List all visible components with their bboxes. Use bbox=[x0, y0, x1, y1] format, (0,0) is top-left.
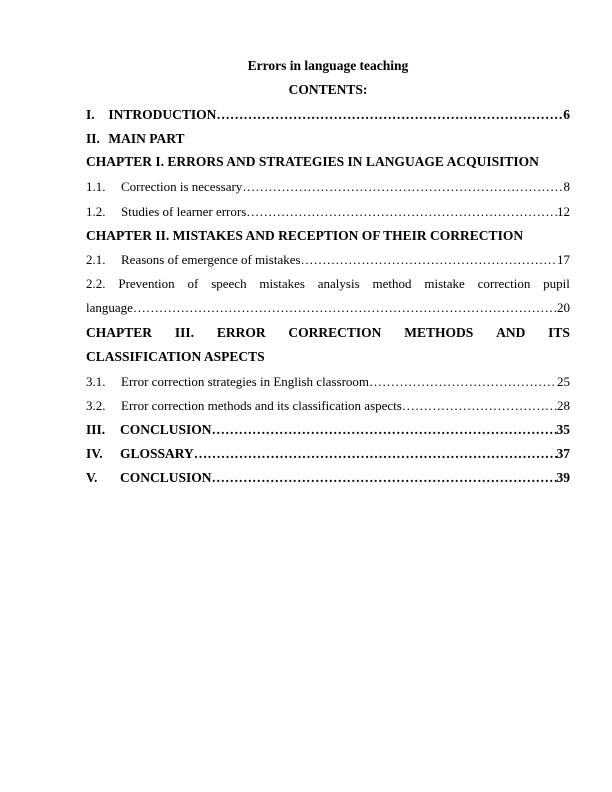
chapter-2-heading[interactable]: CHAPTER II. MISTAKES AND RECEPTION OF THEIR CORRECTION bbox=[86, 228, 524, 243]
toc-entry-label: I. INTRODUCTION bbox=[86, 107, 217, 122]
toc-entry-conclusion-iii[interactable]: III. CONCLUSION ………………………………………………………………………………………………………………………………………………………………………………………………………… 35 bbox=[86, 421, 570, 439]
leader-dots bbox=[133, 299, 557, 317]
contents-heading: CONTENTS: bbox=[288, 82, 368, 97]
toc-entry-3-2[interactable]: 3.2. Error correction methods and its classification aspects ………………………………………………………………………………………………………………………………………………………………………………………………………… 28 bbox=[86, 397, 570, 415]
toc-page-number: 25 bbox=[557, 374, 570, 389]
toc-page-number: 12 bbox=[557, 204, 570, 219]
leader-dots bbox=[212, 469, 557, 487]
leader-dots bbox=[301, 251, 557, 269]
leader-dots bbox=[194, 445, 557, 463]
toc-entry-1-1[interactable]: 1.1. Correction is necessary ………………………………………………………………………………………………………………………………………………………………………………………………………… 8 bbox=[86, 178, 570, 196]
leader-dots bbox=[246, 203, 557, 221]
toc-entry-2-2-line1[interactable]: 2.2. Prevention of speech mistakes analysis method mistake correction pupil bbox=[86, 276, 570, 291]
toc-page-number: 17 bbox=[557, 252, 570, 267]
toc-entry-main-part[interactable]: II. MAIN PART bbox=[86, 131, 185, 146]
toc-page-number: 6 bbox=[563, 107, 570, 122]
leader-dots bbox=[402, 397, 557, 415]
toc-entry-1-2[interactable]: 1.2. Studies of learner errors ………………………………………………………………………………………………………………………………………………………………………………………………………… 12 bbox=[86, 203, 570, 221]
leader-dots bbox=[369, 373, 557, 391]
toc-page-number: 8 bbox=[563, 179, 570, 194]
leader-dots bbox=[242, 178, 563, 196]
leader-dots bbox=[212, 421, 557, 439]
toc-entry-conclusion-v[interactable]: V. CONCLUSION ………………………………………………………………………………………………………………………………………………………………………………………………………… 39 bbox=[86, 469, 570, 487]
toc-page-number: 35 bbox=[556, 422, 570, 437]
document-title: Errors in language teaching bbox=[247, 58, 409, 73]
chapter-3-heading-line2[interactable]: CLASSIFICATION ASPECTS bbox=[86, 349, 265, 364]
chapter-1-heading[interactable]: CHAPTER I. ERRORS AND STRATEGIES IN LANGUAGE ACQUISITION bbox=[86, 154, 539, 169]
toc-entry-glossary[interactable]: IV. GLOSSARY ………………………………………………………………………………………………………………………………………………………………………………………………………… 37 bbox=[86, 445, 570, 463]
toc-page-number: 37 bbox=[556, 446, 570, 461]
toc-page-number: 39 bbox=[556, 470, 570, 485]
leader-dots bbox=[216, 106, 563, 124]
toc-entry-2-1[interactable]: 2.1. Reasons of emergence of mistakes ………………………………………………………………………………………………………………………………………………………………………………………………………… 17 bbox=[86, 251, 570, 269]
toc-page-number: 28 bbox=[557, 398, 570, 413]
chapter-3-heading-line1[interactable]: CHAPTER III. ERROR CORRECTION METHODS AND ITS bbox=[86, 325, 570, 340]
toc-entry-introduction[interactable] bbox=[86, 106, 570, 124]
toc-entry-2-2-line2[interactable]: language ………………………………………………………………………………………………………………………………………………………………………………………………………… 20 bbox=[86, 299, 570, 317]
toc-entry-3-1[interactable]: 3.1. Error correction strategies in English classroom ………………………………………………………………………………………………………………………………………………………………………………………………………… 25 bbox=[86, 373, 570, 391]
toc-page-number: 20 bbox=[557, 300, 570, 315]
